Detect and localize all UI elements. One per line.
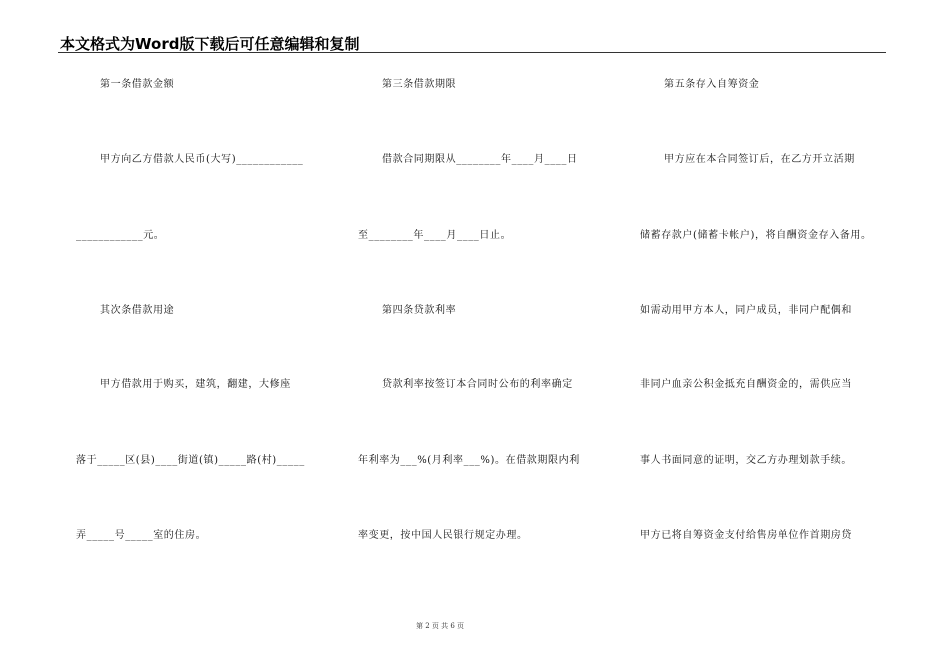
header-divider [58, 52, 886, 53]
text-line: 储蓄存款户(储蓄卡帐户)，将自酬资金存入备用。 [640, 230, 872, 241]
text-line: 借款合同期限从________年____月____日 [382, 154, 578, 165]
article-5-heading: 第五条存入自筹资金 [664, 79, 760, 90]
text-line: 非同户血亲公积金抵充自酬资金的，需供应当 [640, 379, 852, 390]
text-line: 甲方应在本合同签订后，在乙方开立活期 [664, 154, 855, 165]
text-line: 甲方已将自筹资金支付给售房单位作首期房贷 [640, 530, 852, 541]
article-4-heading: 第四条贷款利率 [382, 305, 457, 316]
text-line: 事人书面同意的证明，交乙方办理划款手续。 [640, 455, 852, 466]
text-line: 弄_____号_____室的住房。 [76, 530, 207, 541]
text-line: 率变更，按中国人民银行规定办理。 [358, 530, 528, 541]
document-header-title: 本文格式为Word版下载后可任意编辑和复制 [60, 35, 360, 53]
text-line: 贷款利率按签订本合同时公布的利率确定 [382, 379, 573, 390]
text-line: 落于_____区(县)____街道(镇)_____路(村)_____ [76, 455, 305, 466]
article-3-heading: 第三条借款期限 [382, 79, 457, 90]
text-line: 至________年____月____日止。 [358, 230, 512, 241]
text-column-1 [76, 76, 338, 556]
article-2-heading: 其次条借款用途 [100, 305, 175, 316]
text-column-3 [640, 76, 902, 556]
text-line: 年利率为___%(月利率___%)。在借款期限内利 [358, 455, 580, 466]
text-column-2 [358, 76, 620, 556]
text-line: ____________元。 [76, 230, 165, 241]
page-number-footer: 第 2 页 共 6 页 [415, 622, 465, 630]
article-1-heading: 第一条借款金额 [100, 79, 175, 90]
text-line: 甲方借款用于购买，建筑，翻建，大修座 [100, 379, 291, 390]
text-line: 甲方向乙方借款人民币(大写)____________ [100, 154, 304, 165]
text-line: 如需动用甲方本人，同户成员，非同户配偶和 [640, 305, 852, 316]
